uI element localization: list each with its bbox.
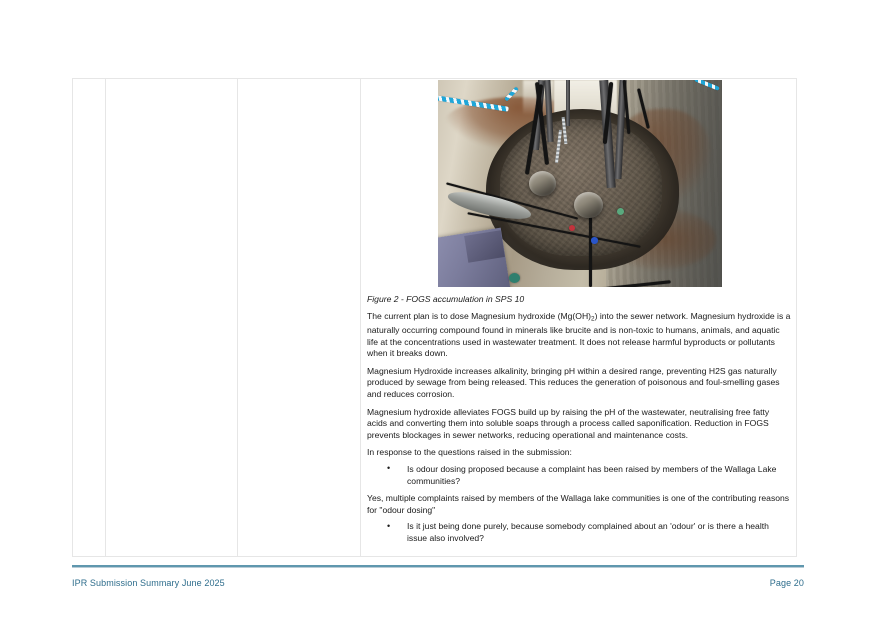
paragraph-text-after-subscript: ) into the sewer network. Magnesium hydroxide is a naturally occurring compound found in minerals like brucite and is non-toxic to humans, animals, and aquatic life at the concentrations used in wastewater treatment. It does not release harmful byproducts or pollutants when it breaks down. bbox=[367, 311, 791, 359]
table-cell-topic bbox=[238, 79, 361, 556]
paragraph-text-before-subscript: The current plan is to dose Magnesium hydroxide (Mg(OH) bbox=[367, 311, 592, 321]
question-list-one bbox=[365, 464, 791, 487]
page-footer bbox=[72, 565, 804, 588]
question-list-two bbox=[365, 521, 791, 544]
submission-response-table bbox=[72, 78, 797, 557]
footer-page-number: Page 20 bbox=[769, 578, 804, 588]
paragraph-mg-hydroxide-intro bbox=[367, 311, 791, 360]
paragraph-alkalinity: Magnesium Hydroxide increases alkalinity, bringing pH within a desired range, preventing H2S gas naturally produced by sewage from being released. This reduces the generation of poisonous and foul-smelling gases and reduces corrosion. bbox=[367, 365, 780, 399]
table-cell-response bbox=[361, 79, 796, 556]
list-item-question-1: • Is odour dosing proposed because a complaint has been raised by members of the Wallaga Lake communities? bbox=[387, 464, 791, 487]
table-cell-name bbox=[106, 79, 238, 556]
paragraph-response-intro: In response to the questions raised in the submission: bbox=[367, 447, 572, 458]
figure-block bbox=[365, 79, 791, 305]
list-item-question-2: • Is it just being done purely, because somebody complained about an 'odour' or is there a health issue also involved? bbox=[387, 521, 791, 544]
paragraph-answer-1: Yes, multiple complaints raised by members of the Wallaga lake communities is one of the contributing reasons for "odour dosing" bbox=[367, 493, 790, 515]
subscript-two: 2 bbox=[591, 315, 595, 323]
figure-caption: Figure 2 - FOGS accumulation in SPS 10 bbox=[367, 294, 525, 304]
footer-document-title: IPR Submission Summary June 2025 bbox=[72, 578, 225, 588]
paragraph-fogs-saponification: Magnesium hydroxide alleviates FOGS build up by raising the pH of the wastewater, neutralising free fatty acids and converting them into soluble soaps through a process called saponification. Reduction in FOGS prevents blockages in sewer networks, reducing operational and maintenance costs. bbox=[367, 406, 770, 440]
table-cell-reference bbox=[73, 79, 106, 556]
fogs-accumulation-photo bbox=[438, 80, 722, 287]
footer-divider bbox=[72, 565, 804, 568]
